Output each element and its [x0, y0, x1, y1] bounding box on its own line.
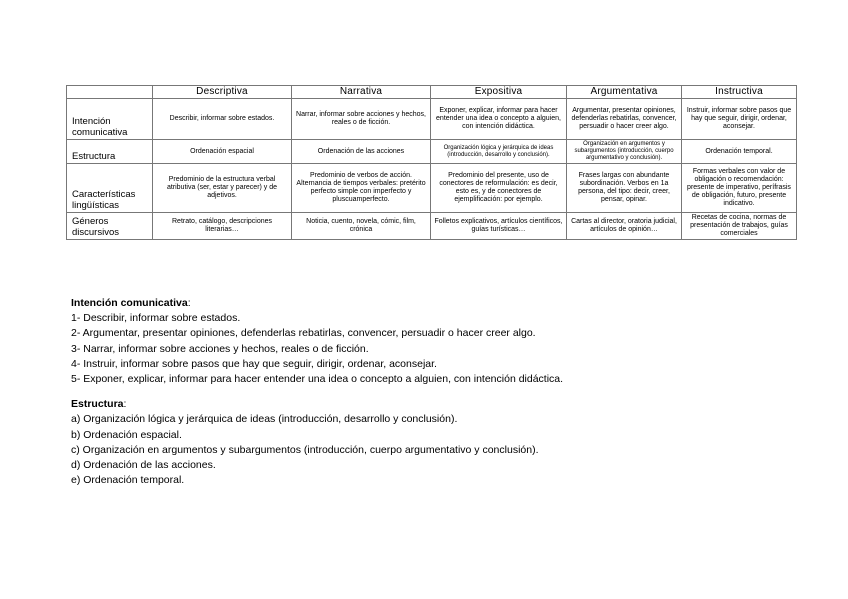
col-header-narrativa: Narrativa [292, 86, 431, 99]
table-row [67, 164, 797, 213]
list-item: 2- Argumentar, presentar opiniones, defenderlas rebatirlas, convencer, persuadir o hacer creer algo. [71, 327, 536, 340]
table-cell: Ordenación espacial [153, 140, 292, 164]
intencion-heading [71, 296, 811, 311]
table-cell: Retrato, catálogo, descripciones literarias… [153, 213, 292, 240]
table-cell: Noticia, cuento, novela, cómic, film, crónica [292, 213, 431, 240]
col-header-descriptiva: Descriptiva [153, 86, 292, 99]
table-row [67, 99, 797, 140]
intencion-colon: : [187, 297, 191, 309]
header-row [67, 86, 797, 99]
spacer [71, 387, 811, 397]
table-cell: Cartas al director, oratoria judicial, artículos de opinión… [567, 213, 682, 240]
intencion-title: Intención comunicativa [71, 297, 188, 309]
table-cell: Frases largas con abundante subordinación. Verbos en 1a persona, del tipo: decir, creer, pensar, opinar. [567, 164, 682, 213]
table-cell: Organización lógica y jerárquica de ideas (introducción, desarrollo y conclusión). [431, 140, 567, 164]
table-cell: Predominio de la estructura verbal atributiva (ser, estar y parecer) y de adjetivos. [153, 164, 292, 213]
table-cell: Organización en argumentos y subargumentos (introducción, cuerpo argumentativo y conclusión). [567, 140, 682, 164]
col-header-instructiva: Instructiva [682, 86, 797, 99]
list-item: d) Ordenación de las acciones. [71, 459, 216, 472]
table-row [67, 140, 797, 164]
table-cell: Describir, informar sobre estados. [153, 99, 292, 140]
table-cell: Ordenación temporal. [682, 140, 797, 164]
table-row [67, 213, 797, 240]
row-header-caracteristicas: Características lingüísticas [67, 164, 153, 213]
table-cell: Ordenación de las acciones [292, 140, 431, 164]
list-item: a) Organización lógica y jerárquica de ideas (introducción, desarrollo y conclusión). [71, 413, 458, 426]
estructura-heading [71, 397, 811, 412]
table-cell: Folletos explicativos, artículos científicos, guías turísticas… [431, 213, 567, 240]
notes-section [71, 296, 811, 488]
row-header-estructura: Estructura [67, 140, 153, 164]
table-cell: Narrar, informar sobre acciones y hechos, reales o de ficción. [292, 99, 431, 140]
list-item: 4- Instruir, informar sobre pasos que hay que seguir, dirigir, ordenar, aconsejar. [71, 357, 437, 370]
row-header-intencion: Intención comunicativa [67, 99, 153, 140]
text-types-table [66, 85, 797, 240]
list-item: 3- Narrar, informar sobre acciones y hechos, reales o de ficción. [71, 342, 369, 355]
table-cell: Formas verbales con valor de obligación o recomendación: presente de imperativo, perífrasis de obligación, futuro, presente indicativo. [682, 164, 797, 213]
table-cell: Exponer, explicar, informar para hacer entender una idea o concepto a alguien, con intención didáctica. [431, 99, 567, 140]
table-cell: Predominio del presente, uso de conectores de reformulación: es decir, esto es, y de conectores de ejemplificación: por ejemplo. [431, 164, 567, 213]
estructura-title: Estructura [71, 398, 124, 411]
estructura-colon: : [123, 398, 127, 411]
col-header-expositiva: Expositiva [431, 86, 567, 99]
table-cell: Predominio de verbos de acción. Alternancia de tiempos verbales: pretérito perfecto simple con imperfecto y pluscuamperfecto. [292, 164, 431, 213]
list-item: 1- Describir, informar sobre estados. [71, 312, 241, 325]
corner-cell [67, 86, 153, 99]
col-header-argumentativa: Argumentativa [567, 86, 682, 99]
list-item: b) Ordenación espacial. [71, 428, 182, 441]
list-item: e) Ordenación temporal. [71, 474, 185, 487]
list-item: c) Organización en argumentos y subargumentos (introducción, cuerpo argumentativo y conclusión). [71, 443, 539, 456]
list-item: 5- Exponer, explicar, informar para hacer entender una idea o concepto a alguien, con intención didáctica. [71, 373, 564, 386]
table-cell: Argumentar, presentar opiniones, defenderlas rebatirlas, convencer, persuadir o hacer creer algo. [567, 99, 682, 140]
table-cell: Instruir, informar sobre pasos que hay que seguir, dirigir, ordenar, aconsejar. [682, 99, 797, 140]
row-header-generos: Géneros discursivos [67, 213, 153, 240]
table-cell: Recetas de cocina, normas de presentación de trabajos, guías comerciales [682, 213, 797, 240]
